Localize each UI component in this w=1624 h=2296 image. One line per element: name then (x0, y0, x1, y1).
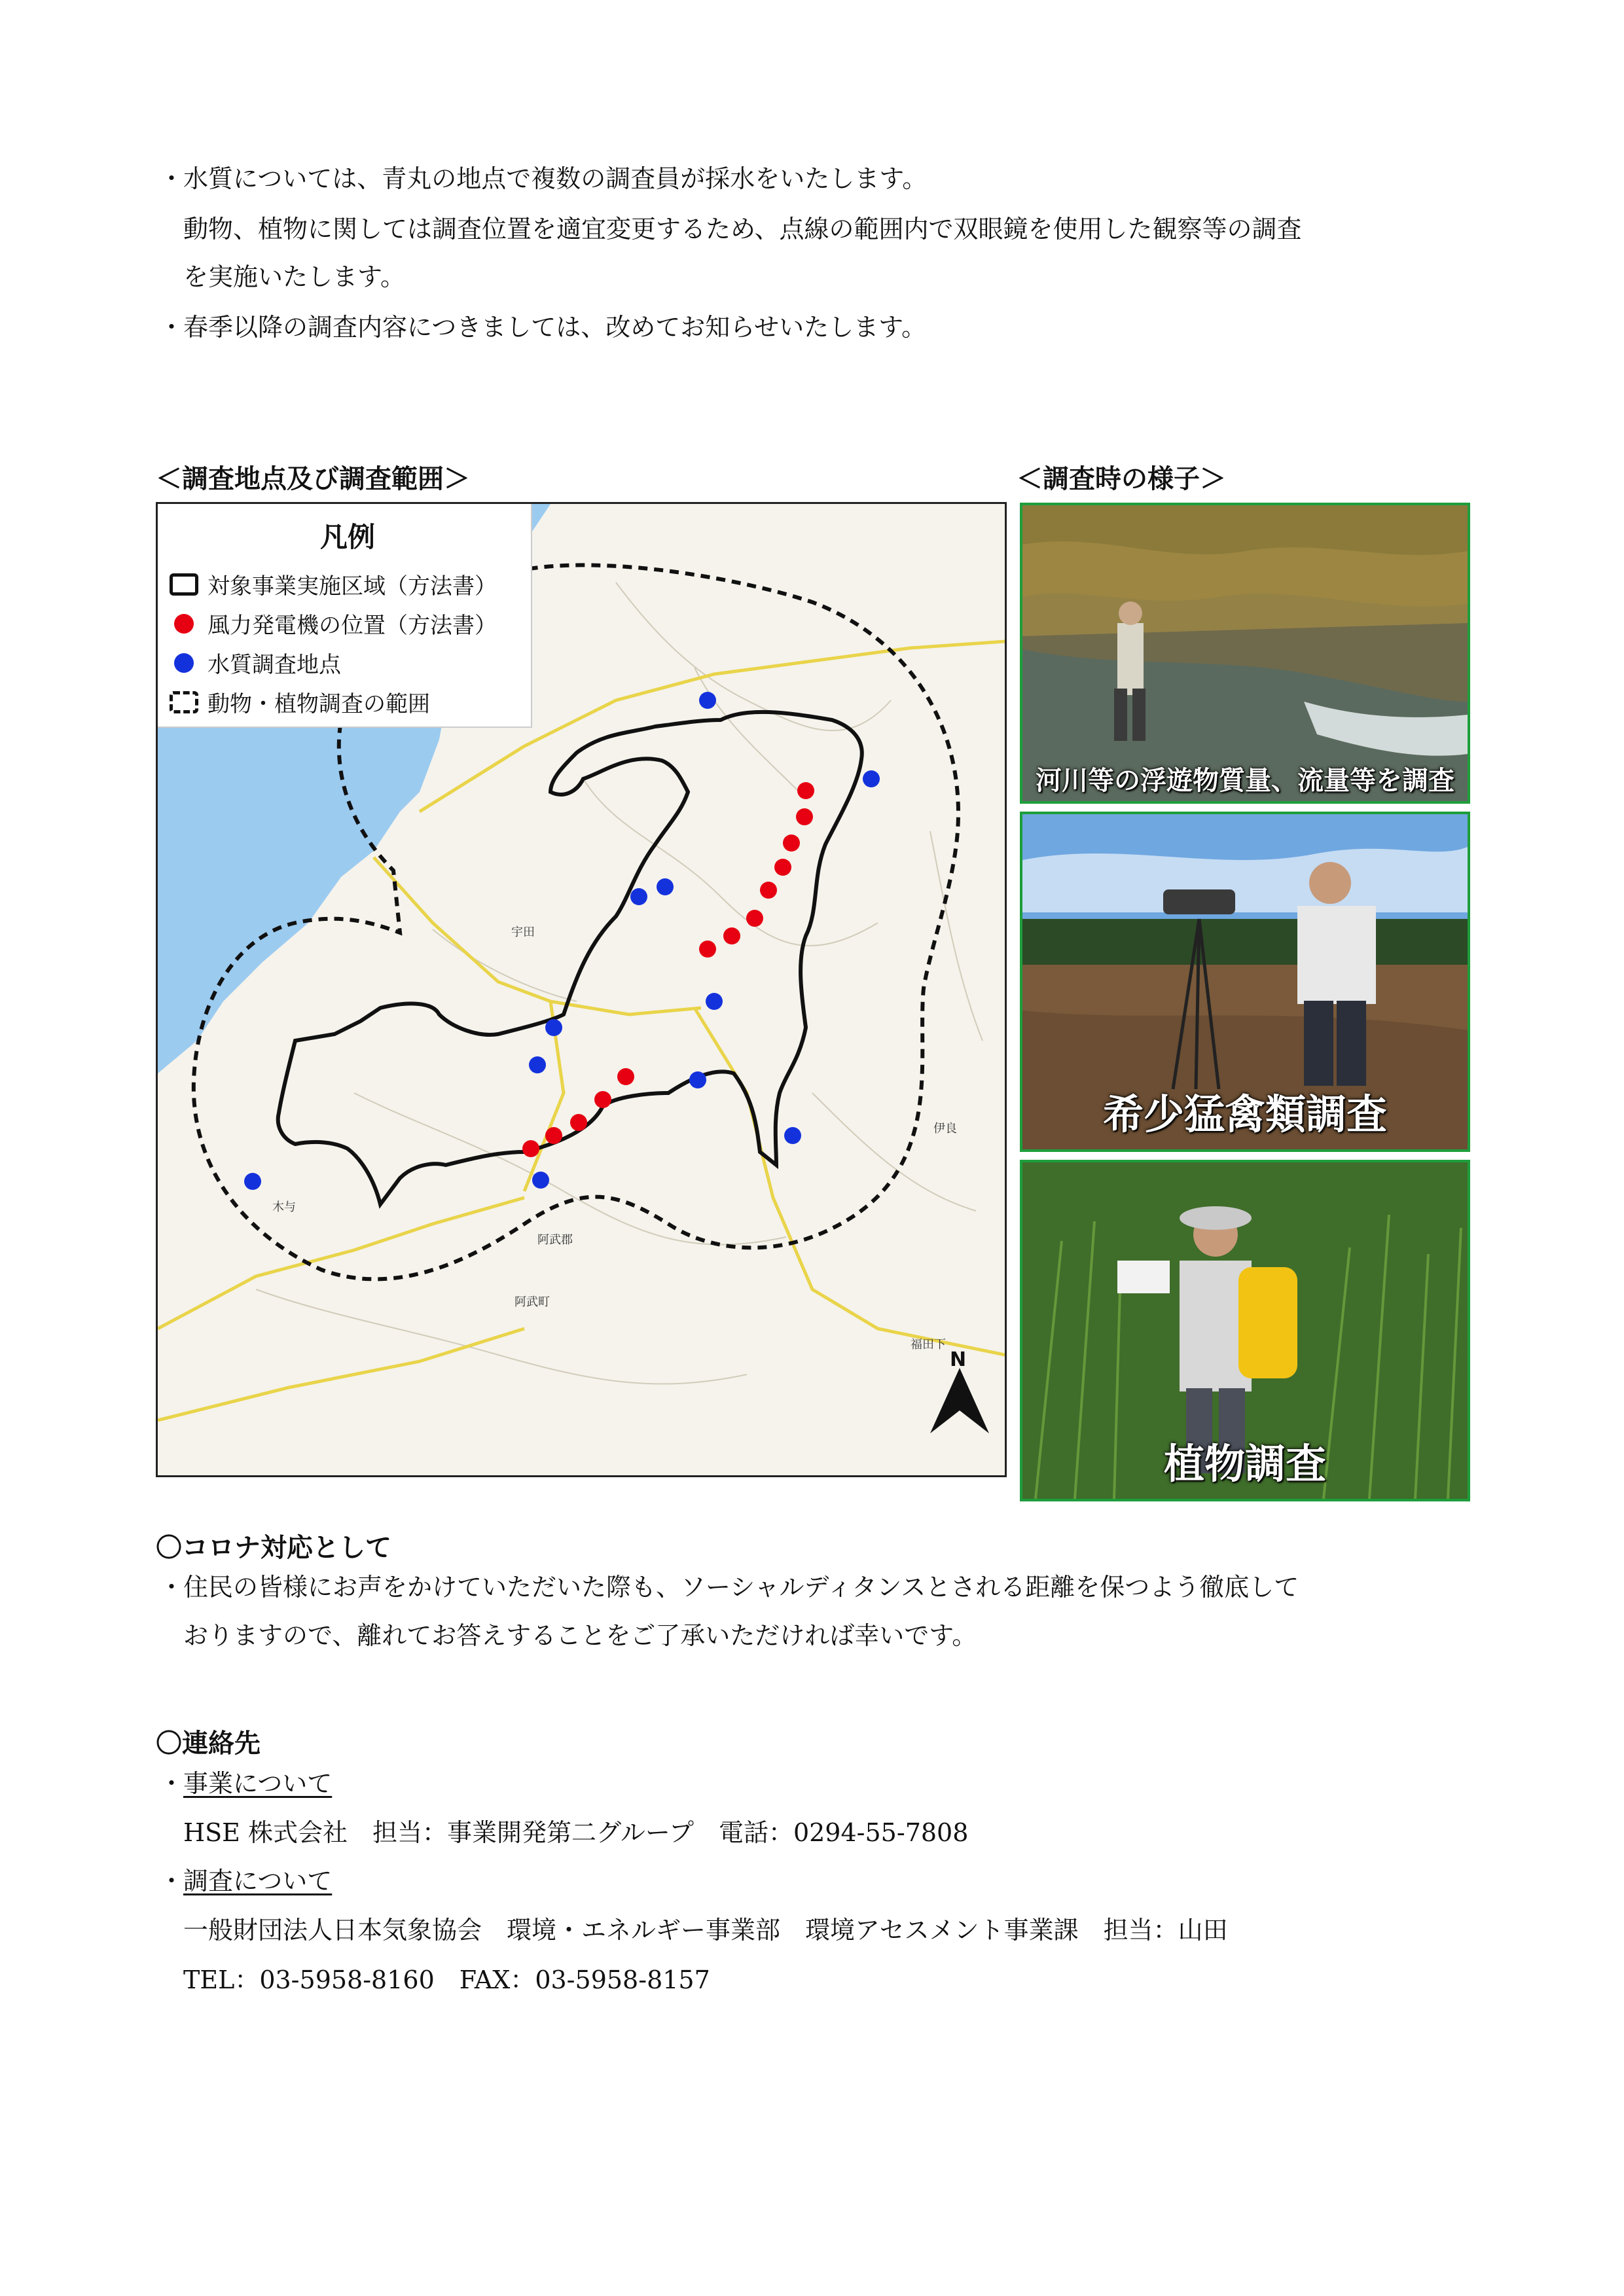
legend-label: 水質調査地点 (208, 652, 341, 678)
water-quality-text: 水質については、青丸の地点で複数の調査員が採水をいたします。 (183, 164, 928, 193)
turbine-marker (783, 834, 800, 852)
place-label: 伊良 (933, 1122, 957, 1136)
legend-label: 動物・植物調査の範囲 (208, 691, 430, 717)
business-contact-detail: HSE 株式会社 担当：事業開発第二グループ 電話：0294-55-7808 (183, 1818, 969, 1847)
turbine-marker (545, 1127, 562, 1144)
contact-heading: 〇連絡先 (156, 1729, 261, 1759)
water-point-marker (545, 1019, 562, 1036)
survey-contact-title: 調査について (183, 1867, 333, 1895)
turbine-marker (760, 882, 777, 899)
water-point-marker (706, 993, 723, 1010)
turbine-marker (797, 782, 814, 799)
legend-title: 凡例 (320, 521, 376, 553)
legend-label: 風力発電機の位置（方法書） (208, 613, 497, 639)
corona-text-2: おりますので、離れてお答えすることをご了承いただければ幸いです。 (183, 1621, 977, 1650)
photos-section-heading: ＜調査時の様子＞ (1017, 464, 1226, 494)
turbine-marker (699, 941, 716, 958)
survey-map (156, 502, 1007, 1477)
survey-contact-detail: 一般財団法人日本気象協会 環境・エネルギー事業部 環境アセスメント事業課 担当：山田 (183, 1916, 1228, 1945)
solid-outline-icon (170, 573, 198, 596)
bullet-mark: ・ (159, 1573, 185, 1602)
wind-turbine-positions (522, 782, 814, 1157)
place-label: 宇田 (511, 925, 535, 939)
red-dot-icon (174, 614, 194, 634)
corona-heading: 〇コロナ対応として (156, 1533, 391, 1563)
turbine-marker (746, 910, 763, 927)
bullet-mark: ・ (159, 1769, 185, 1798)
water-point-marker (532, 1172, 549, 1189)
place-label: 阿武郡 (537, 1233, 573, 1247)
map-section-heading: ＜調査地点及び調査範囲＞ (156, 464, 470, 494)
water-point-marker (630, 888, 647, 905)
blue-dot-icon (174, 653, 194, 673)
photo-plant-survey (1020, 1160, 1470, 1501)
north-arrow-icon (930, 1368, 989, 1433)
turbine-marker (774, 859, 791, 876)
map-legend (158, 504, 532, 728)
animals-plants-text-1: 動物、植物に関しては調査位置を適宜変更するため、点線の範囲内で双眼鏡を使用した観察等の調査 (183, 215, 1302, 243)
legend-item-turbine (170, 607, 497, 639)
place-label: 福田下 (911, 1338, 946, 1352)
water-point-marker (529, 1056, 546, 1073)
photo-caption: 植物調査 (1163, 1440, 1326, 1488)
survey-contact-phone: TEL：03-5958-8160 FAX：03-5958-8157 (183, 1965, 710, 1994)
legend-label: 対象事業実施区域（方法書） (208, 573, 497, 600)
legend-item-project-area (170, 568, 497, 600)
photo-river-survey (1020, 503, 1470, 804)
spring-survey-text: 春季以降の調査内容につきましては、改めてお知らせいたします。 (183, 313, 927, 342)
dashed-outline-icon (170, 691, 198, 713)
animals-plants-text-2: を実施いたします。 (183, 262, 405, 291)
turbine-marker (796, 808, 813, 825)
river-photo-image (1022, 505, 1468, 801)
water-point-marker (244, 1173, 261, 1190)
turbine-marker (594, 1091, 611, 1108)
north-label: N (950, 1348, 967, 1371)
water-point-marker (863, 770, 880, 787)
turbine-marker (522, 1140, 539, 1157)
water-point-marker (657, 878, 674, 895)
water-point-marker (784, 1127, 801, 1144)
place-label: 木与 (272, 1200, 296, 1214)
place-label: 阿武町 (514, 1295, 550, 1309)
water-point-marker (699, 692, 716, 709)
photo-caption: 希少猛禽類調査 (1102, 1090, 1387, 1138)
legend-item-survey-range (170, 686, 430, 718)
corona-text-1: 住民の皆様にお声をかけていただいた際も、ソーシャルディタンスとされる距離を保つよう徹底して (183, 1573, 1299, 1602)
bullet-mark: ・ (159, 164, 185, 193)
bullet-mark: ・ (159, 313, 185, 342)
water-point-marker (689, 1071, 706, 1088)
business-contact-title: 事業について (183, 1769, 333, 1798)
turbine-marker (570, 1114, 587, 1131)
bullet-mark: ・ (159, 1867, 185, 1895)
photo-caption: 河川等の浮遊物質量、流量等を調査 (1036, 766, 1454, 796)
legend-item-water (170, 647, 341, 679)
photo-raptor-survey (1020, 812, 1470, 1152)
turbine-marker (723, 927, 740, 944)
turbine-marker (617, 1068, 634, 1085)
